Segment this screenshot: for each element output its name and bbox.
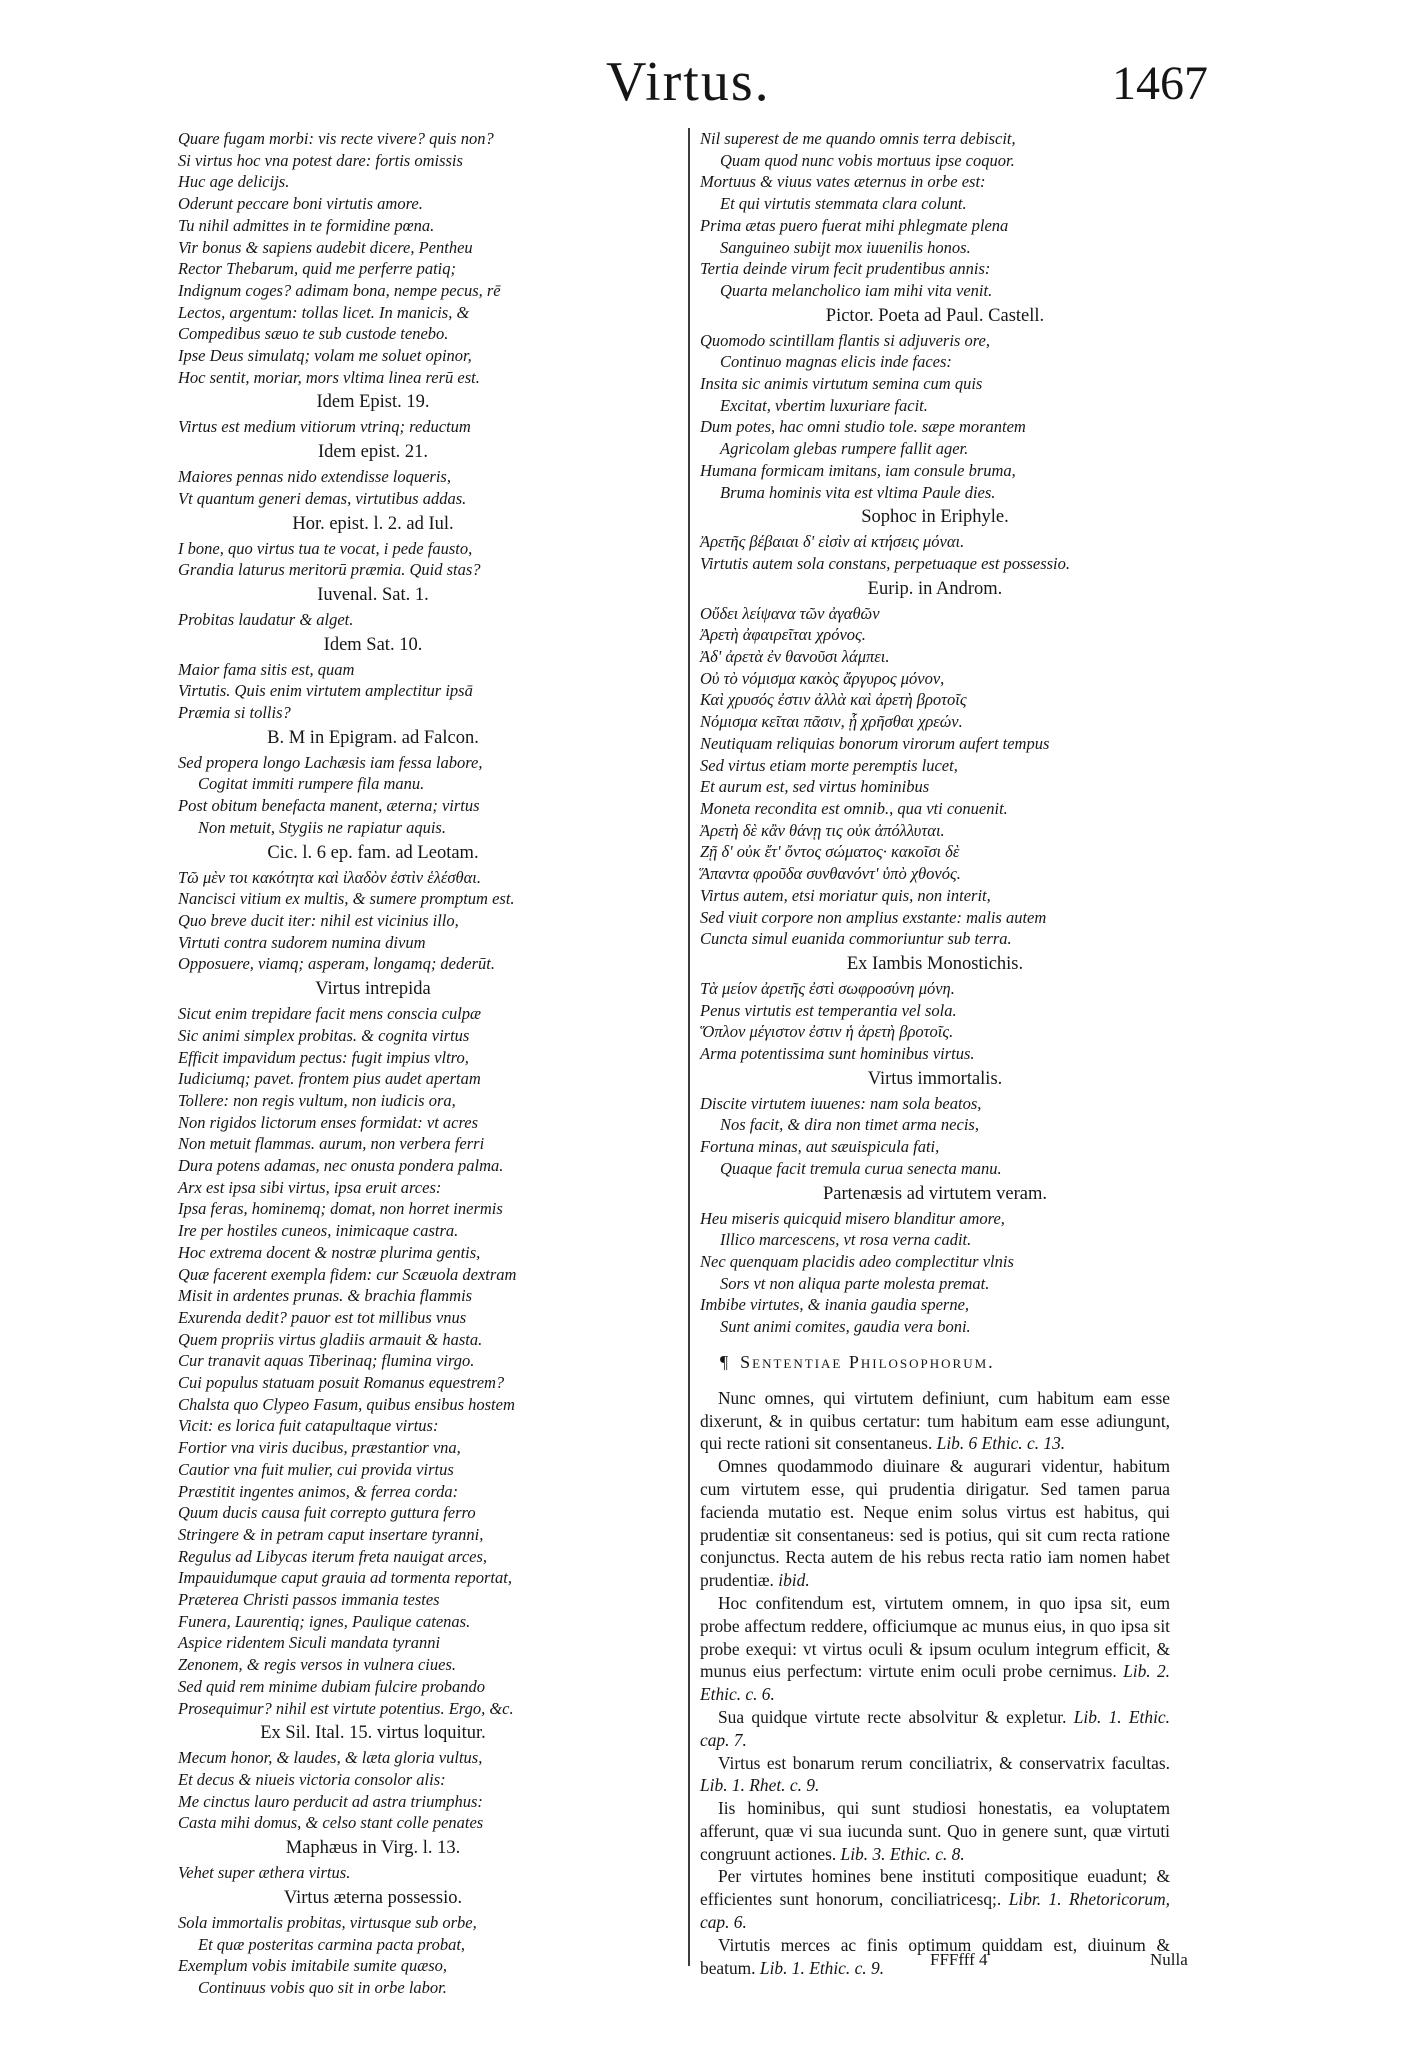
sententia-text: Iis hominibus, qui sunt studiosi honestatis, ea voluptatem afferunt, quæ vi sua iucunda sunt. Quo in genere sunt, quæ virtuti congruunt actiones. [700, 1798, 1170, 1864]
sententia-text: Omnes quodammodo diuinare & augurari videntur, habitum cum virtutem esse, qui prudentia dirigatur. Sed tamen parua facienda mutatio est. Neque enim solus virtus est habitus, qui prudentiæ sit consentaneus: sed is potius, qui sit cum recta ratione conjunctus. Recta autem de his rebus recta ratio iam nomen habet prudentiæ. [700, 1456, 1170, 1591]
verse-line: Tertia deinde virum fecit prudentibus annis: [700, 259, 991, 279]
verse-line: Opposuere, viamq; asperam, longamq; dederūt. [178, 954, 495, 974]
verse-line: Quem propriis virtus gladiis armauit & hasta. [178, 1329, 483, 1349]
verse-line: Exemplum vobis imitabile sumite quæso, [178, 1956, 448, 1976]
verse-line: Vir bonus & sapiens audebit dicere, Pentheu [178, 237, 473, 257]
verse-line: Oderunt peccare boni virtutis amore. [178, 194, 423, 214]
verse-line: Discite virtutem iuuenes: nam sola beatos, [700, 1093, 982, 1113]
verse-line: Ἀρετῆς βέβαιαι δ' εἰσὶν αἱ κτήσεις μόναι. [700, 532, 965, 552]
verse-line: Sors vt non aliqua parte molesta premat. [720, 1273, 990, 1293]
sententia-paragraph [700, 1865, 1170, 1933]
verse-line: Ἀδ' ἀρετὰ ἐν θανοῦσι λάμπει. [700, 647, 890, 667]
sententia-reference: Lib. 1. Rhet. c. 9. [700, 1775, 820, 1796]
verse-line: Virtutis autem sola constans, perpetuaque est possessio. [700, 553, 1071, 573]
verse-line: Ζῇ δ' οὐκ ἔτ' ὄντος σώματος· κακοῖσι δὲ [700, 842, 960, 862]
verse-line: Heu miseris quicquid misero blanditur amore, [700, 1208, 1005, 1228]
section-heading: Eurip. in Androm. [867, 578, 1003, 599]
verse-line: Præterea Christi passos immania testes [178, 1590, 440, 1610]
verse-line: Post obitum benefacta manent, æterna; virtus [178, 796, 480, 816]
verse-line: Sic animi simplex probitas. & cognita virtus [178, 1025, 470, 1045]
verse-block [178, 1912, 568, 1999]
verse-line: Ἀρετὴ δὲ κἂν θάνῃ τις οὐκ ἀπόλλυται. [700, 820, 945, 840]
verse-line: Cogitat immiti rumpere fila manu. [198, 774, 425, 794]
section-heading: Partenæsis ad virtutem veram. [822, 1183, 1047, 1204]
verse-line: Agricolam glebas rumpere fallit ager. [720, 439, 969, 459]
sententia-reference: Lib. 6 Ethic. c. 13. [936, 1433, 1066, 1454]
verse-line: I bone, quo virtus tua te vocat, i pede fausto, [178, 538, 473, 558]
verse-line: Ipsa feras, hominemq; domat, non horret inermis [178, 1199, 503, 1219]
verse-line: Hoc extrema docent & nostræ plurima gentis, [178, 1242, 481, 1262]
section-heading: Idem Epist. 19. [316, 392, 430, 413]
verse-line: Humana formicam imitans, iam consule bruma, [700, 460, 1016, 480]
verse-line: Quo breve ducit iter: nihil est vicinius illo, [178, 910, 459, 930]
verse-line: Indignum coges? adimam bona, nempe pecus, rē [178, 280, 501, 300]
sententia-paragraph [700, 1592, 1170, 1706]
verse-block [178, 128, 568, 388]
verse-line: Rector Thebarum, quid me perferre patiq; [178, 259, 457, 279]
verse-line: Sed virtus etiam morte peremptis lucet, [700, 755, 958, 775]
verse-line: Tu nihil admittes in te formidine pœna. [178, 215, 435, 235]
sententia-reference: Lib. 3. Ethic. c. 8. [840, 1843, 965, 1864]
verse-line: Exurenda dedit? pauor est tot millibus vnus [178, 1307, 467, 1327]
verse-line: Nancisci vitium ex multis, & sumere promptum est. [178, 889, 515, 909]
verse-line: Arma potentissima sunt hominibus virtus. [700, 1044, 975, 1064]
verse-line: Sed quid rem minime dubiam fulcire probando [178, 1676, 486, 1696]
verse-block [700, 1093, 1170, 1180]
section-heading: Iuvenal. Sat. 1. [317, 584, 429, 605]
verse-line: Aspice ridentem Siculi mandata tyranni [178, 1633, 441, 1653]
verse-line: Vehet super æthera virtus. [178, 1863, 351, 1883]
verse-line: Dum potes, hac omni studio tole. sæpe morantem [700, 417, 1026, 437]
sententia-reference: Lib. 1. Ethic. cap. 7. [700, 1706, 1170, 1750]
verse-line: Si virtus hoc vna potest dare: fortis omissis [178, 150, 463, 170]
verse-line: Bruma hominis vita est vltima Paule dies. [720, 482, 996, 502]
verse-line: Οὐ τὸ νόμισμα κακὸς ἄργυρος μόνον, [700, 668, 945, 688]
section-heading: Virtus intrepida [315, 979, 431, 1000]
verse-line: Fortuna minas, aut sæuispicula fati, [700, 1137, 940, 1157]
verse-line: Excitat, vbertim luxuriare facit. [720, 395, 928, 415]
verse-line: Regulus ad Libycas iterum freta nauigat arces, [178, 1546, 488, 1566]
verse-line: Illico marcescens, vt rosa verna cadit. [720, 1230, 972, 1250]
column-divider [688, 128, 690, 1966]
sententia-text: Nunc omnes, qui virtutem definiunt, cum habitum eam esse dixerunt, & in quibus certatur: tum habitum eam esse adiungunt, qui recte rationi sit consentaneus. [700, 1387, 1170, 1454]
verse-line: Ipse Deus simulatq; volam me soluet opinor, [178, 346, 472, 366]
section-heading: Virtus æterna possessio. [283, 1887, 463, 1908]
verse-line: Misit in ardentes prunas. & brachia flammis [178, 1286, 473, 1306]
verse-line: Funera, Laurentiq; ignes, Paulique catenas. [178, 1611, 471, 1631]
sententiae-paragraphs [700, 1387, 1170, 1980]
section-heading: Pictor. Poeta ad Paul. Castell. [825, 305, 1045, 326]
verse-line: Cur tranavit aquas Tiberinaq; flumina virgo. [178, 1351, 475, 1371]
verse-line: Sicut enim trepidare facit mens conscia culpæ [178, 1004, 482, 1024]
verse-line: Nil superest de me quando omnis terra debiscit, [700, 129, 1016, 148]
verse-line: Nos facit, & dira non timet arma necis, [720, 1115, 979, 1135]
verse-line: Lectos, argentum: tollas licet. In manicis, & [178, 302, 470, 322]
verse-block [178, 609, 568, 631]
right-column [700, 128, 1170, 1979]
verse-line: Efficit impavidum pectus: fugit impius vltro, [178, 1047, 469, 1067]
sententia-paragraph [700, 1797, 1170, 1865]
verse-line: Quum ducis causa fuit correpto guttura ferro [178, 1503, 476, 1523]
verse-block [178, 466, 568, 509]
verse-line: Τὰ μείον ἀρετῆς ἐστὶ σωφροσύνη μόνη. [700, 978, 955, 998]
sententia-paragraph [700, 1706, 1170, 1752]
sententia-text: Virtus est bonarum rerum conciliatrix, & conservatrix facultas. [718, 1752, 1170, 1773]
verse-line: Vt quantum generi demas, virtutibus addas. [178, 488, 467, 508]
verse-line: Insita sic animis virtutum semina cum quis [700, 374, 983, 394]
sententia-text: Per virtutes homines bene instituti compositique euadunt; & efficientes sunt honorum, conciliatricesq;. [700, 1866, 1170, 1910]
verse-line: Quæ facerent exempla fidem: cur Scæuola dextram [178, 1264, 517, 1284]
signature-mark: FFFfff 4 [930, 1950, 988, 1969]
verse-line: Stringere & in petram caput insertare tyranni, [178, 1524, 484, 1544]
verse-line: Sed propera longo Lachæsis iam fessa labore, [178, 752, 483, 772]
verse-line: Præmia si tollis? [178, 703, 291, 723]
verse-line: Virtutis. Quis enim virtutem amplectitur ipsā [178, 681, 473, 701]
sententia-text: Virtutis merces ac finis optimum quiddam est, diuinum & beatum. [700, 1934, 1170, 1978]
sententia-text: Sua quidque virtute recte absolvitur & expletur. [718, 1706, 1067, 1727]
section-heading: Virtus immortalis. [867, 1068, 1003, 1089]
verse-line: Cui populus statuam posuit Romanus equestrem? [178, 1373, 505, 1393]
verse-block [178, 1003, 568, 1719]
verse-line: Cuncta simul euanida commoriuntur sub terra. [700, 929, 1012, 949]
section-heading: Idem epist. 21. [318, 442, 428, 463]
section-heading: Idem Sat. 10. [323, 634, 423, 655]
verse-line: Iudiciumq; pavet. frontem pius audet apertam [178, 1069, 481, 1089]
verse-line: Vicit: es lorica fuit catapultaque virtus: [178, 1416, 439, 1436]
verse-line: Et qui virtutis stemmata clara colunt. [720, 194, 967, 214]
verse-block [178, 1862, 568, 1884]
section-heading: Ex Iambis Monostichis. [846, 953, 1024, 974]
verse-line: Arx est ipsa sibi virtus, ipsa eruit arces: [178, 1177, 442, 1197]
sententia-reference: Libr. 1. Rhetoricorum, cap. 6. [700, 1889, 1170, 1933]
section-heading: Ex Sil. Ital. 15. virtus loquitur. [260, 1723, 486, 1744]
verse-line: Grandia laturus meritorū præmia. Quid stas? [178, 560, 481, 580]
verse-line: Sola immortalis probitas, virtusque sub orbe, [178, 1912, 477, 1932]
sententia-paragraph [700, 1455, 1170, 1592]
verse-line: Virtuti contra sudorem numina divum [178, 932, 426, 952]
verse-block [700, 531, 1170, 574]
section-heading: B. M in Epigram. ad Falcon. [267, 727, 479, 748]
verse-block [178, 416, 568, 438]
verse-line: Huc age delicijs. [178, 172, 290, 192]
sententiae-heading [720, 1352, 1170, 1373]
verse-line: Moneta recondita est omnib., qua vti conuenit. [700, 798, 1008, 818]
section-heading: Hor. epist. l. 2. ad Iul. [292, 513, 454, 534]
verse-line: Virtus autem, etsi moriatur quis, non interit, [700, 885, 991, 905]
verse-line: Maior fama sitis est, quam [178, 659, 355, 679]
left-column [178, 128, 568, 1999]
page-title: Virtus. [606, 51, 771, 113]
verse-line: Casta mihi domus, & celso stant colle penates [178, 1813, 484, 1833]
verse-block [178, 538, 568, 581]
sententia-text: Hoc confitendum est, virtutem omnem, in quo ipsa sit, eum probe affectum reddere, officiumque ac munus eius, in quo ipsa sit probe exequi: vt virtus oculi & ipsum oculum integrum efficit, & munus eius perfectum: virtute enim oculi probe cernimus. [700, 1592, 1170, 1682]
verse-line: Et quæ posteritas carmina pacta probat, [198, 1934, 466, 1954]
verse-line: Penus virtutis est temperantia vel sola. [700, 1000, 957, 1020]
verse-line: Impauidumque caput grauia ad tormenta reportat, [178, 1568, 512, 1588]
verse-line: Τῶ μὲν τοι κακότητα καὶ ἰλαδὸν ἐστὶν ἑλέσθαι. [178, 867, 481, 887]
verse-line: Non metuit, Stygiis ne rapiatur aquis. [198, 817, 446, 837]
verse-line: Quomodo scintillam flantis si adjuveris ore, [700, 330, 990, 350]
verse-line: Tollere: non regis vultum, non iudicis ora, [178, 1090, 456, 1110]
verse-line: Nec quenquam placidis adeo complectitur vlnis [700, 1251, 1014, 1271]
verse-line: Me cinctus lauro perducit ad astra triumphus: [178, 1791, 483, 1811]
verse-line: Probitas laudatur & alget. [178, 609, 354, 629]
verse-line: Et decus & niueis victoria consolor alis: [178, 1770, 446, 1789]
verse-line: Quarta melancholico iam mihi vita venit. [720, 280, 993, 300]
verse-line: Ἀρετὴ ἀφαιρεῖται χρόνος. [700, 625, 866, 645]
verse-block [700, 603, 1170, 950]
sententia-paragraph [700, 1387, 1170, 1455]
verse-line: Ἅπαντα φροῦδα συνθανόντ' ὑπὸ χθονός. [700, 864, 961, 884]
sententiae-heading-text: Sententiae Philosophorum. [740, 1351, 995, 1372]
verse-block [178, 659, 568, 724]
verse-line: Non metuit flammas. aurum, non verbera ferri [178, 1134, 485, 1154]
verse-line: Prosequimur? nihil est virtute potentius. Ergo, &c. [178, 1698, 514, 1718]
verse-line: Zenonem, & regis versos in vulnera ciues. [178, 1655, 457, 1675]
sententia-paragraph [700, 1752, 1170, 1798]
verse-block [178, 1747, 568, 1834]
verse-line: Præstitit ingentes animos, & ferrea corda: [178, 1481, 459, 1501]
verse-line: Sed viuit corpore non amplius exstante: malis autem [700, 907, 1047, 927]
verse-line: Quare fugam morbi: vis recte vivere? quis non? [178, 129, 494, 148]
verse-line: Neutiquam reliquias bonorum virorum aufert tempus [700, 733, 1050, 753]
pilcrow-mark: ¶ [720, 1351, 731, 1372]
verse-block [700, 1208, 1170, 1338]
verse-line: Νόμισμα κεῖται πᾶσιν, ᾗ χρῆσθαι χρεών. [700, 712, 963, 732]
section-heading: Sophoc in Eriphyle. [861, 507, 1009, 528]
verse-line: Hoc sentit, moriar, mors vltima linea rerū est. [178, 367, 480, 387]
verse-line: Οὔδει λείψανα τῶν ἀγαθῶν [700, 603, 880, 623]
verse-line: Mecum honor, & laudes, & læta gloria vultus, [178, 1748, 483, 1768]
verse-line: Ire per hostiles cuneos, inimicaque castra. [178, 1221, 459, 1241]
section-heading: Cic. l. 6 ep. fam. ad Leotam. [267, 842, 479, 863]
verse-line: Compedibus sæuo te sub custode tenebo. [178, 324, 449, 344]
verse-line: Ὅπλον μέγιστον ἐστιν ἡ ἀρετὴ βροτοῖς. [700, 1022, 954, 1042]
verse-line: Quam quod nunc vobis mortuus ipse coquor. [720, 150, 1015, 170]
catchword: Nulla [1150, 1950, 1188, 1969]
verse-line: Dura potens adamas, nec onusta pondera palma. [178, 1156, 504, 1176]
verse-line: Imbibe virtutes, & inania gaudia sperne, [700, 1295, 970, 1315]
verse-block [178, 752, 568, 839]
verse-line: Prima ætas puero fuerat mihi phlegmate plena [700, 215, 1009, 235]
verse-block [178, 867, 568, 976]
verse-line: Cautior vna fuit mulier, cui provida virtus [178, 1459, 454, 1479]
sententia-reference: ibid. [778, 1570, 810, 1591]
right-column-verses [700, 128, 1170, 1338]
verse-line: Et aurum est, sed virtus hominibus [700, 777, 930, 797]
verse-line: Chalsta quo Clypeo Fasum, quibus ensibus hostem [178, 1394, 515, 1414]
verse-line: Non rigidos lictorum enses formidat: vt acres [178, 1112, 479, 1132]
verse-line: Fortior vna viris ducibus, præstantior vna, [178, 1438, 461, 1458]
page-number: 1467 [1112, 57, 1208, 110]
verse-line: Continuus vobis quo sit in orbe labor. [198, 1977, 447, 1997]
verse-line: Quaque facit tremula curua senecta manu. [720, 1158, 1002, 1178]
verse-line: Sunt animi comites, gaudia vera boni. [720, 1317, 971, 1337]
verse-line: Καὶ χρυσός ἐστιν ἀλλὰ καὶ ἀρετὴ βροτοῖς [700, 690, 967, 710]
verse-line: Sanguineo subijt mox iuuenilis honos. [720, 237, 971, 257]
sententia-reference: Lib. 1. Ethic. c. 9. [759, 1957, 885, 1978]
verse-line: Continuo magnas elicis inde faces: [720, 352, 952, 372]
verse-line: Maiores pennas nido extendisse loqueris, [178, 467, 451, 487]
verse-block [700, 330, 1170, 504]
verse-line: Virtus est medium vitiorum vtrinq; reductum [178, 417, 471, 437]
verse-line: Mortuus & viuus vates æternus in orbe est: [700, 172, 986, 192]
section-heading: Maphæus in Virg. l. 13. [285, 1838, 461, 1859]
verse-block [700, 128, 1170, 302]
verse-block [700, 978, 1170, 1065]
sententia-reference: Lib. 2. Ethic. c. 6. [700, 1661, 1170, 1705]
